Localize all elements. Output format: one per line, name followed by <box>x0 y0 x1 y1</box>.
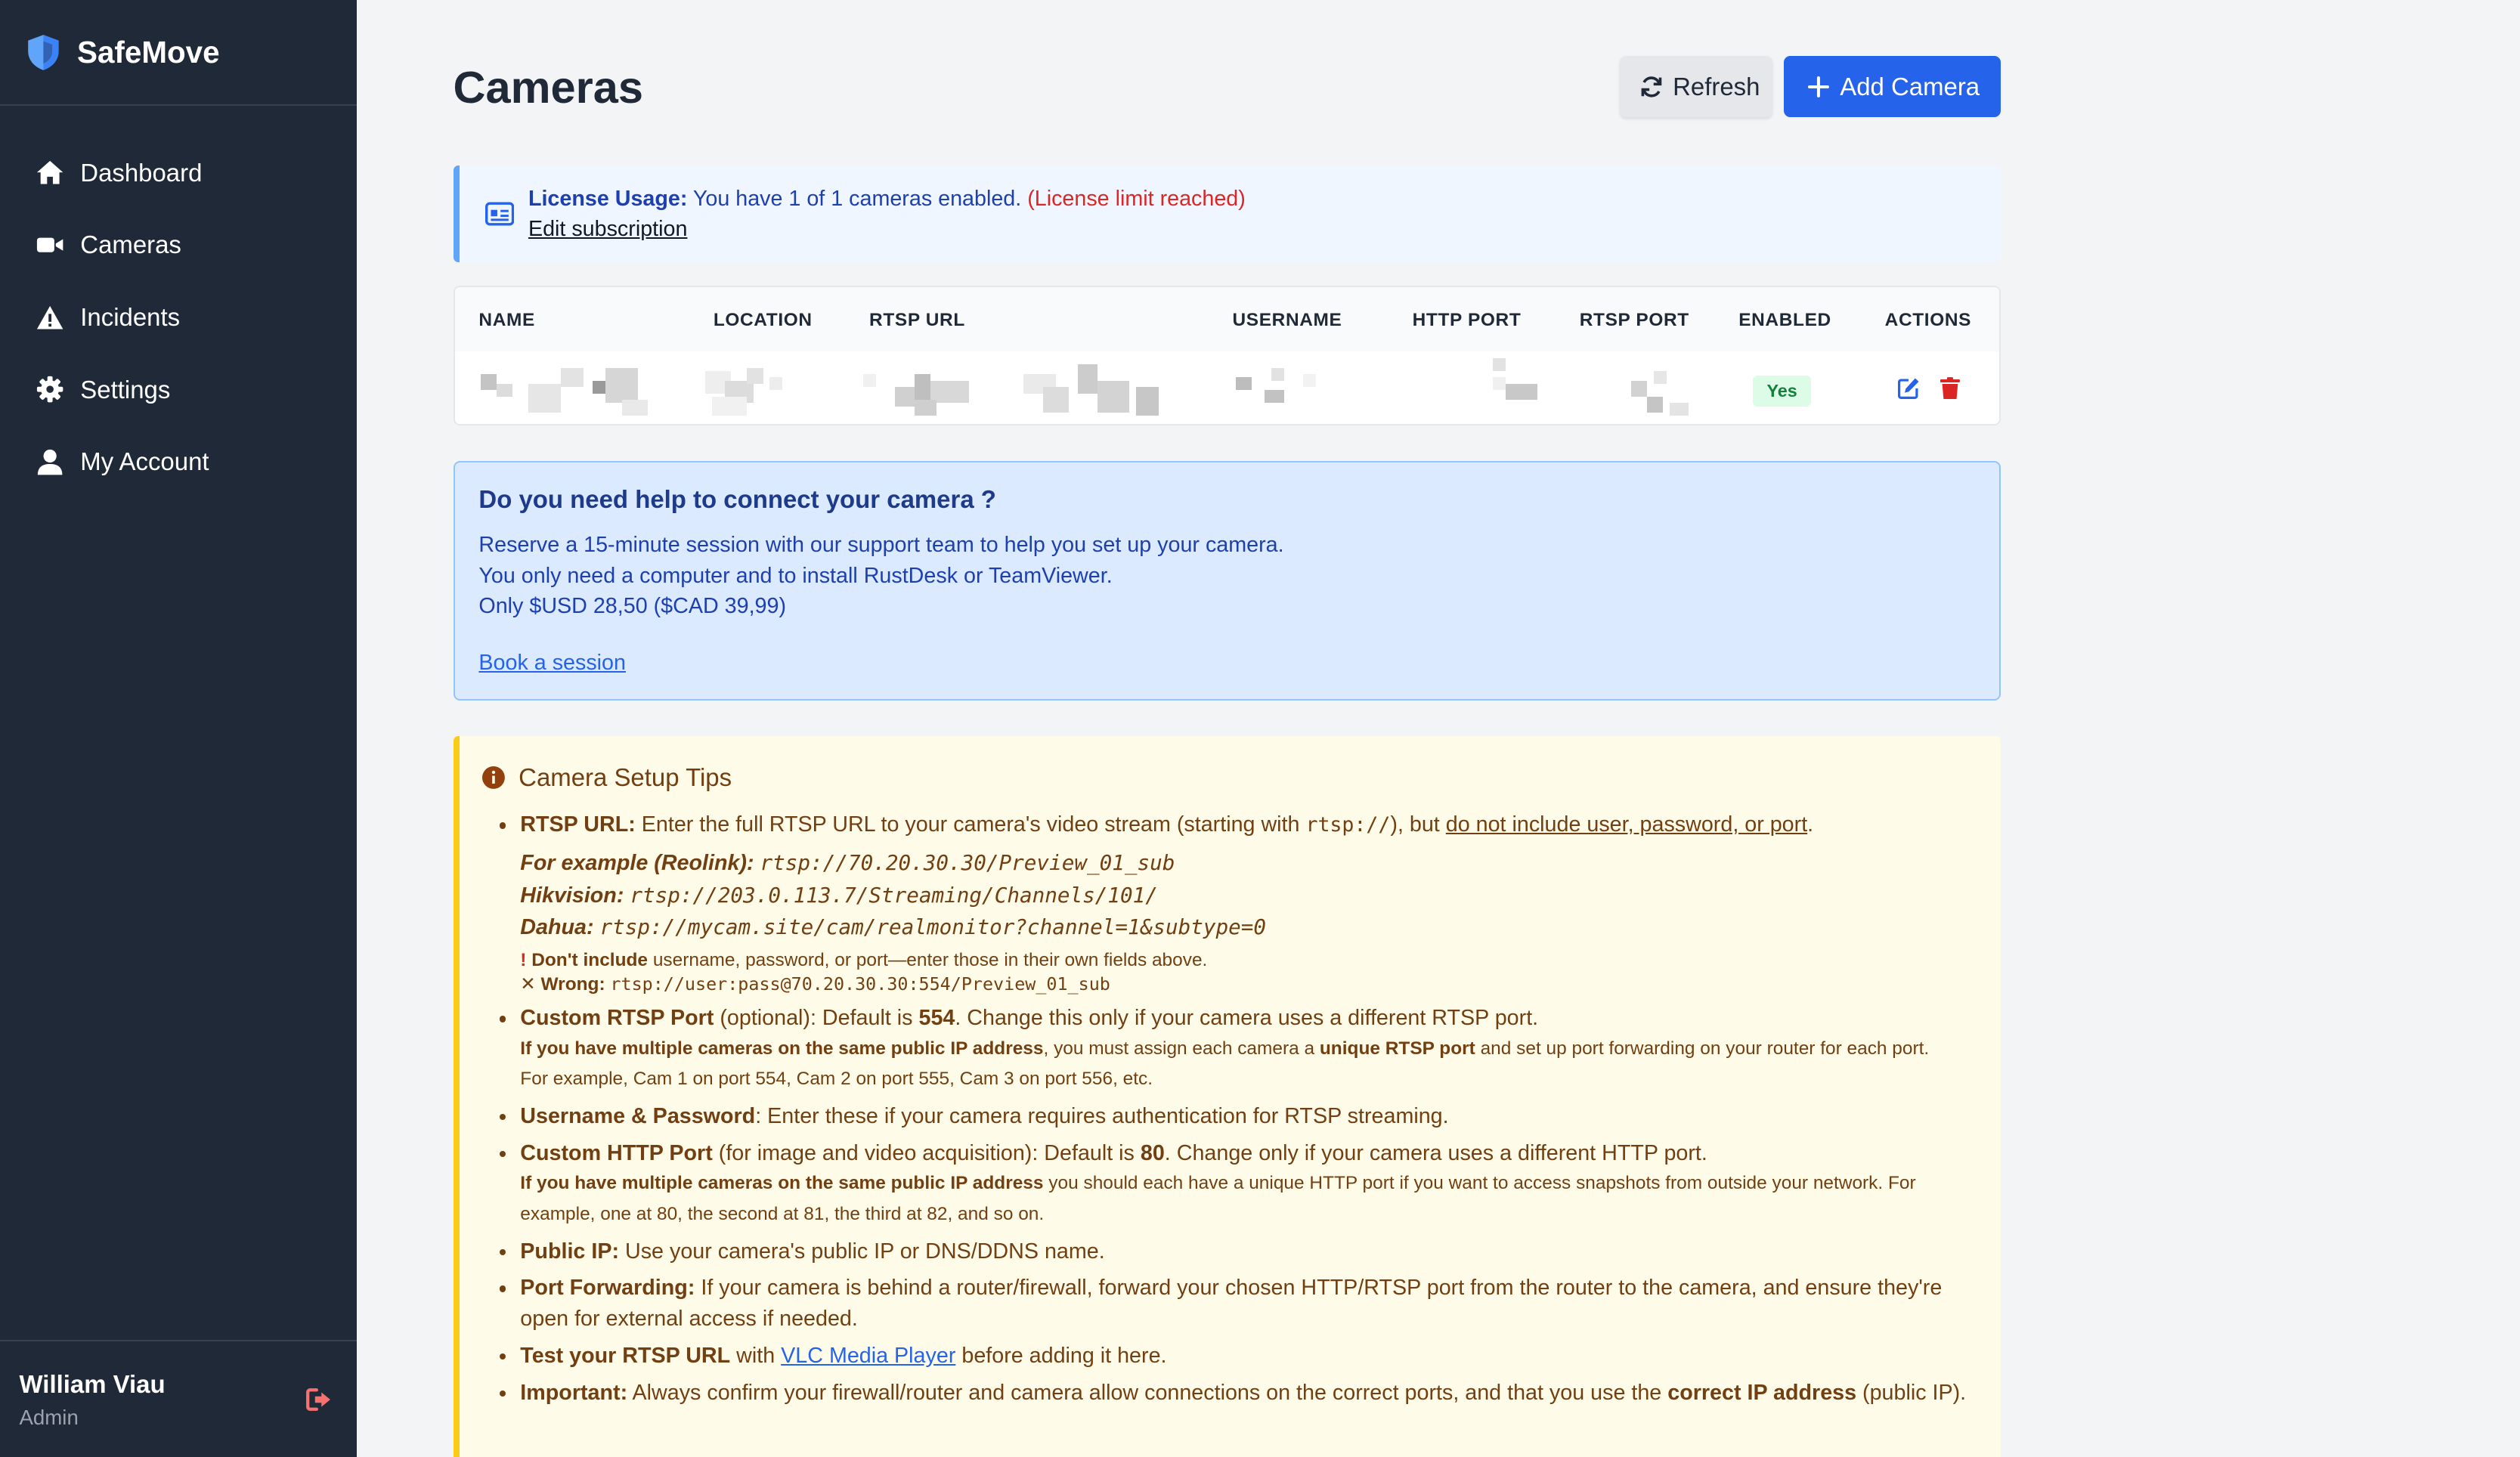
info-icon <box>481 766 506 790</box>
example-url: rtsp://mycam.site/cam/realmonitor?channel=1&subtype=0 <box>599 914 1266 940</box>
tip-port-forwarding: Port Forwarding: If your camera is behind a router/firewall, forward your chosen HTTP/RTSP port from the router to the camera, and ensure they're open for external access if needed. <box>494 1273 1978 1334</box>
gear-icon <box>36 375 64 404</box>
refresh-icon <box>1639 75 1664 99</box>
user-panel <box>0 1340 357 1457</box>
tip-important: Important: Always confirm your firewall/router and camera allow connections on the correct ports, and that you use the correct IP address (public IP). <box>494 1378 1978 1408</box>
video-camera-icon <box>36 230 64 259</box>
sidebar-item-label: Cameras <box>80 230 181 259</box>
tip-public-ip: Public IP: Use your camera's public IP or DNS/DDNS name. <box>494 1236 1978 1267</box>
column-header-rtsp-port: RTSP PORT <box>1579 310 1689 331</box>
sidebar-item-cameras[interactable] <box>0 209 357 281</box>
add-camera-button[interactable] <box>1784 56 2001 117</box>
column-header-http-port: HTTP PORT <box>1412 310 1522 331</box>
user-role: Admin <box>19 1405 79 1429</box>
rtsp-wrong-example: ✕ Wrong: rtsp://user:pass@70.20.30.30:554/Preview_01_sub <box>520 973 1110 995</box>
help-text-line: You only need a computer and to install RustDesk or TeamViewer. <box>478 563 1113 588</box>
help-text-line: Reserve a 15-minute session with our support team to help you set up your camera. <box>478 533 1284 558</box>
column-header-username: USERNAME <box>1232 310 1342 331</box>
id-card-icon <box>485 201 514 227</box>
rtsp-dont-include-note: ! Don't include username, password, or port—enter those in their own fields above. <box>520 950 1208 971</box>
tips-list <box>494 809 1978 1408</box>
tips-title: Camera Setup Tips <box>519 763 732 791</box>
sidebar-item-my-account[interactable] <box>0 425 357 498</box>
page-title: Cameras <box>453 61 643 113</box>
column-header-actions: ACTIONS <box>1884 310 1972 331</box>
example-url: rtsp://70.20.30.30/Preview_01_sub <box>760 850 1175 876</box>
license-count: You have 1 of 1 cameras enabled. <box>692 186 1022 211</box>
home-icon <box>36 158 64 187</box>
plus-icon <box>1806 75 1831 99</box>
sidebar-item-label: My Account <box>80 447 209 476</box>
tip-test-rtsp: Test your RTSP URL with VLC Media Player before adding it here. <box>494 1341 1978 1371</box>
sidebar-item-dashboard[interactable] <box>0 137 357 209</box>
tip-rtsp-port: Custom RTSP Port (optional): Default is 554. Change this only if your camera uses a different RTSP port. If you have multiple cameras on the same public IP address, you must assign each camera a unique RTSP port and set up port forwarding on your router for each port. For example, Cam 1 on port 554, Cam 2 on port 555, Cam 3 on port 556, etc. <box>494 1003 1978 1094</box>
sidebar-item-incidents[interactable] <box>0 281 357 354</box>
app-name: SafeMove <box>77 34 220 70</box>
sidebar <box>0 0 357 1457</box>
table-header <box>455 287 1999 351</box>
table-row[interactable] <box>455 351 1999 425</box>
sidebar-item-label: Dashboard <box>80 158 203 187</box>
cameras-table <box>454 286 2001 425</box>
license-label: License Usage: <box>528 186 688 211</box>
help-title: Do you need help to connect your camera ? <box>478 484 996 513</box>
book-session-link[interactable]: Book a session <box>478 650 626 675</box>
license-usage-text <box>528 187 1246 212</box>
connection-help-box <box>454 461 2001 701</box>
user-name: William Viau <box>19 1370 166 1399</box>
user-icon <box>36 447 64 476</box>
edit-subscription-link[interactable]: Edit subscription <box>528 217 688 241</box>
delete-trash-icon[interactable] <box>1938 376 1962 401</box>
refresh-button[interactable] <box>1620 56 1772 117</box>
column-header-name: NAME <box>478 310 535 331</box>
help-price: Only $USD 28,50 ($CAD 39,99) <box>478 593 787 618</box>
column-header-location: LOCATION <box>713 310 813 331</box>
warning-icon <box>36 303 64 332</box>
exclamation-icon: ! <box>520 950 527 971</box>
tip-http-port: Custom HTTP Port (for image and video acquisition): Default is 80. Change only if your camera uses a different HTTP port. If you have multiple cameras on the same public IP address you should each have a unique HTTP port if you want to access snapshots from outside your network. For example, one at 80, the second at 81, the third at 82, and so on. <box>494 1138 1978 1230</box>
license-limit: (License limit reached) <box>1027 186 1246 211</box>
brand[interactable] <box>0 0 357 106</box>
logout-icon[interactable] <box>305 1387 334 1412</box>
license-banner <box>454 165 2001 262</box>
tip-rtsp-url: RTSP URL: Enter the full RTSP URL to your camera's video stream (starting with rtsp://), but do not include user, password, or port. For example (Reolink): rtsp://70.20.30.30/Preview_01_sub Hikvision: rtsp://203.0.113.7/Streaming/Channels/101/ Dahua: rtsp://mycam.site/cam/realmonitor?channel=1&subtype=0 ! Don't include username, password, or port—enter those in their own fields above. ✕ Wrong: rtsp://user:pass@70.20.30.30:554/Preview_01_sub <box>494 809 1978 997</box>
tips-header <box>481 763 1978 792</box>
add-camera-label: Add Camera <box>1840 72 1980 101</box>
column-header-enabled: ENABLED <box>1738 310 1831 331</box>
tip-username-password: Username & Password: Enter these if your camera requires authentication for RTSP streaming. <box>494 1101 1978 1131</box>
sidebar-item-label: Incidents <box>80 302 181 331</box>
camera-setup-tips <box>454 736 2001 1457</box>
enabled-status-badge: Yes <box>1753 376 1811 406</box>
vlc-media-player-link[interactable]: VLC Media Player <box>781 1343 956 1368</box>
sidebar-item-label: Settings <box>80 375 171 404</box>
shield-logo-icon <box>26 33 61 72</box>
refresh-label: Refresh <box>1673 72 1760 101</box>
sidebar-nav <box>0 106 357 498</box>
example-url: rtsp://203.0.113.7/Streaming/Channels/101/ <box>630 882 1158 908</box>
column-header-rtsp-url: RTSP URL <box>869 310 965 331</box>
edit-icon[interactable] <box>1896 376 1921 401</box>
sidebar-item-settings[interactable] <box>0 354 357 426</box>
rtsp-examples: For example (Reolink): rtsp://70.20.30.30/Preview_01_sub Hikvision: rtsp://203.0.113.7/Streaming/Channels/101/ Dahua: rtsp://mycam.site/cam/realmonitor?channel=1&subtype=0 <box>520 850 1266 940</box>
